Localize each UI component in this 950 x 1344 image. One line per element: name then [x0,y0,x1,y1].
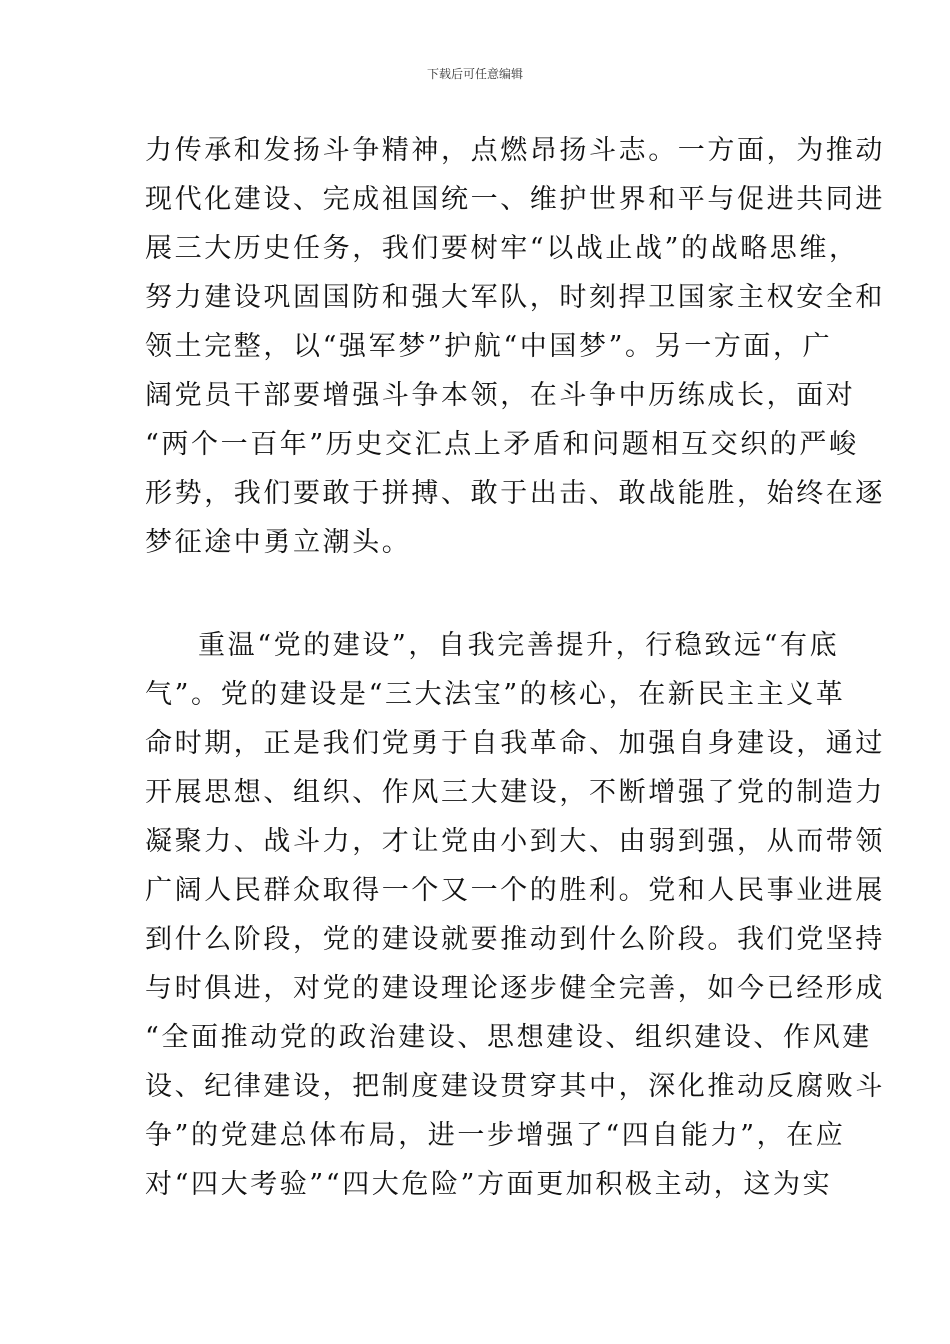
text-line: 努力建设巩固国防和强大军队，时刻捍卫国家主权安全和 [145,282,885,313]
text-line: 开展思想、组织、作风三大建设，不断增强了党的制造力 [145,777,885,808]
text-line: 梦征途中勇立潮头。 [145,527,412,558]
text-line: 领土完整，以“强军梦”护航“中国梦”。另一方面，广 [145,331,833,362]
text-line: 重温“党的建设”，自我完善提升，行稳致远“有底 [198,630,840,661]
text-line: 命时期，正是我们党勇于自我革命、加强自身建设，通过 [145,728,885,759]
text-line: “全面推动党的政治建设、思想建设、组织建设、作风建 [145,1022,872,1053]
text-line: 设、纪律建设，把制度建设贯穿其中，深化推动反腐败斗 [145,1071,885,1102]
text-line: 阔党员干部要增强斗争本领，在斗争中历练成长，面对 [145,380,856,411]
text-line: 与时俱进，对党的建设理论逐步健全完善，如今已经形成 [145,973,885,1004]
text-line: 对“四大考验”“四大危险”方面更加积极主动，这为实 [145,1169,833,1200]
text-line: 展三大历史任务，我们要树牢“以战止战”的战略思维， [145,233,859,264]
text-line: 凝聚力、战斗力，才让党由小到大、由弱到强，从而带领 [145,826,885,857]
text-line: 广阔人民群众取得一个又一个的胜利。党和人民事业进展 [145,875,885,906]
text-line: 到什么阶段，党的建设就要推动到什么阶段。我们党坚持 [145,924,885,955]
text-line: 力传承和发扬斗争精神，点燃昂扬斗志。一方面，为推动 [145,135,885,166]
text-line: 争”的党建总体布局，进一步增强了“四自能力”，在应 [145,1120,846,1151]
text-line: 现代化建设、完成祖国统一、维护世界和平与促进共同进 [145,184,885,215]
text-line: 气”。党的建设是“三大法宝”的核心，在新民主主义革 [145,679,846,710]
text-line: 形势，我们要敢于拼搏、敢于出击、敢战能胜，始终在逐 [145,478,885,509]
page-header: 下载后可任意编辑 [426,67,523,81]
text-line: “两个一百年”历史交汇点上矛盾和问题相互交织的严峻 [145,429,859,460]
